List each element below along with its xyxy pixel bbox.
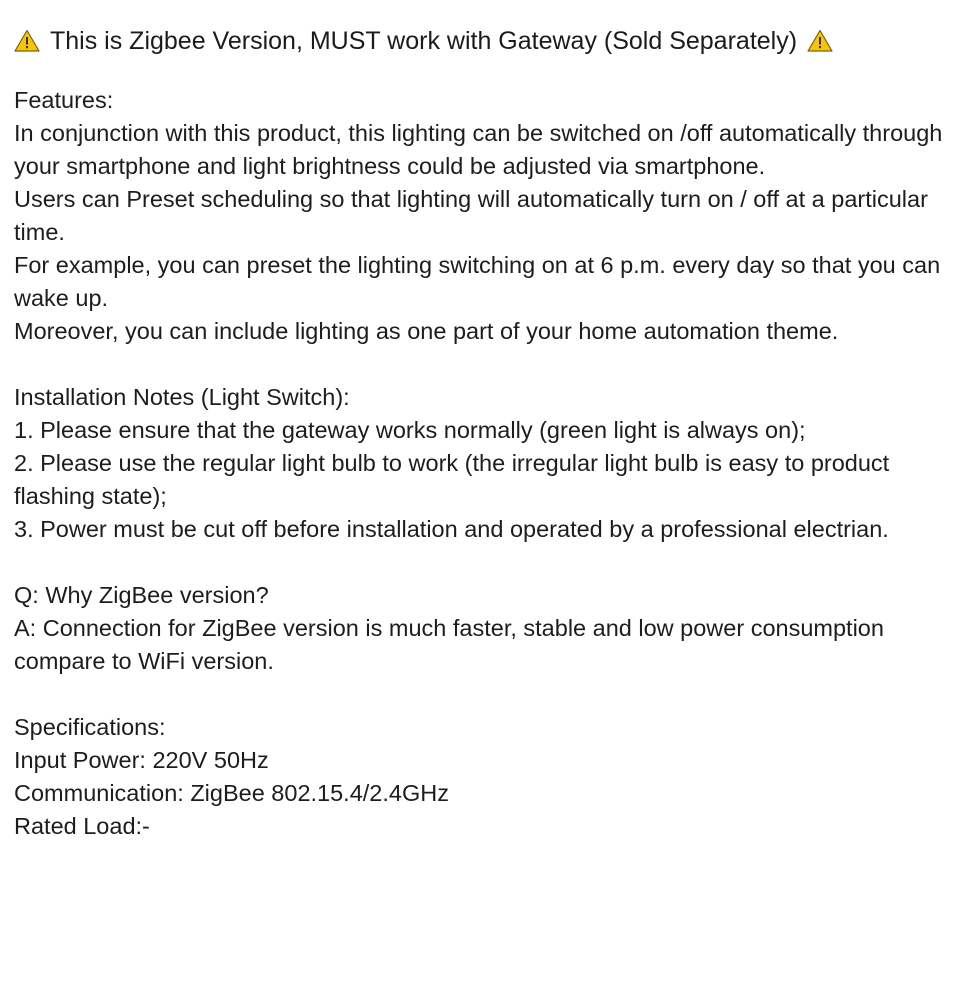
section-line: Input Power: 220V 50Hz [14,747,269,773]
section-gap [14,546,946,579]
installation-notes-section [14,381,946,546]
zigbee-version-notice [14,24,946,58]
section-heading: Installation Notes (Light Switch): [14,384,350,410]
section-line: In conjunction with this product, this lighting can be switched on /off automatically through your smartphone and light brightness could be adjusted via smartphone. [14,120,943,179]
specifications-section [14,711,946,843]
section-line: Moreover, you can include lighting as one part of your home automation theme. [14,318,839,344]
warning-triangle-icon [807,29,833,53]
faq-section [14,579,946,678]
section-gap [14,348,946,381]
notice-text: This is Zigbee Version, MUST work with Gateway (Sold Separately) [50,27,798,55]
section-line: 3. Power must be cut off before installation and operated by a professional electrian. [14,516,889,542]
section-line: Communication: ZigBee 802.15.4/2.4GHz [14,780,449,806]
features-section [14,84,946,348]
section-line: Rated Load:- [14,813,150,839]
section-line: Users can Preset scheduling so that lighting will automatically turn on / off at a particular time. [14,186,928,245]
section-line: For example, you can preset the lighting switching on at 6 p.m. every day so that you can wake up. [14,252,941,311]
section-heading: Q: Why ZigBee version? [14,582,269,608]
section-heading: Features: [14,87,114,113]
section-line: A: Connection for ZigBee version is much faster, stable and low power consumption compare to WiFi version. [14,615,884,674]
section-line: 2. Please use the regular light bulb to work (the irregular light bulb is easy to product flashing state); [14,450,890,509]
section-line: 1. Please ensure that the gateway works normally (green light is always on); [14,417,806,443]
section-gap [14,678,946,711]
warning-triangle-icon [14,29,40,53]
section-heading: Specifications: [14,714,166,740]
